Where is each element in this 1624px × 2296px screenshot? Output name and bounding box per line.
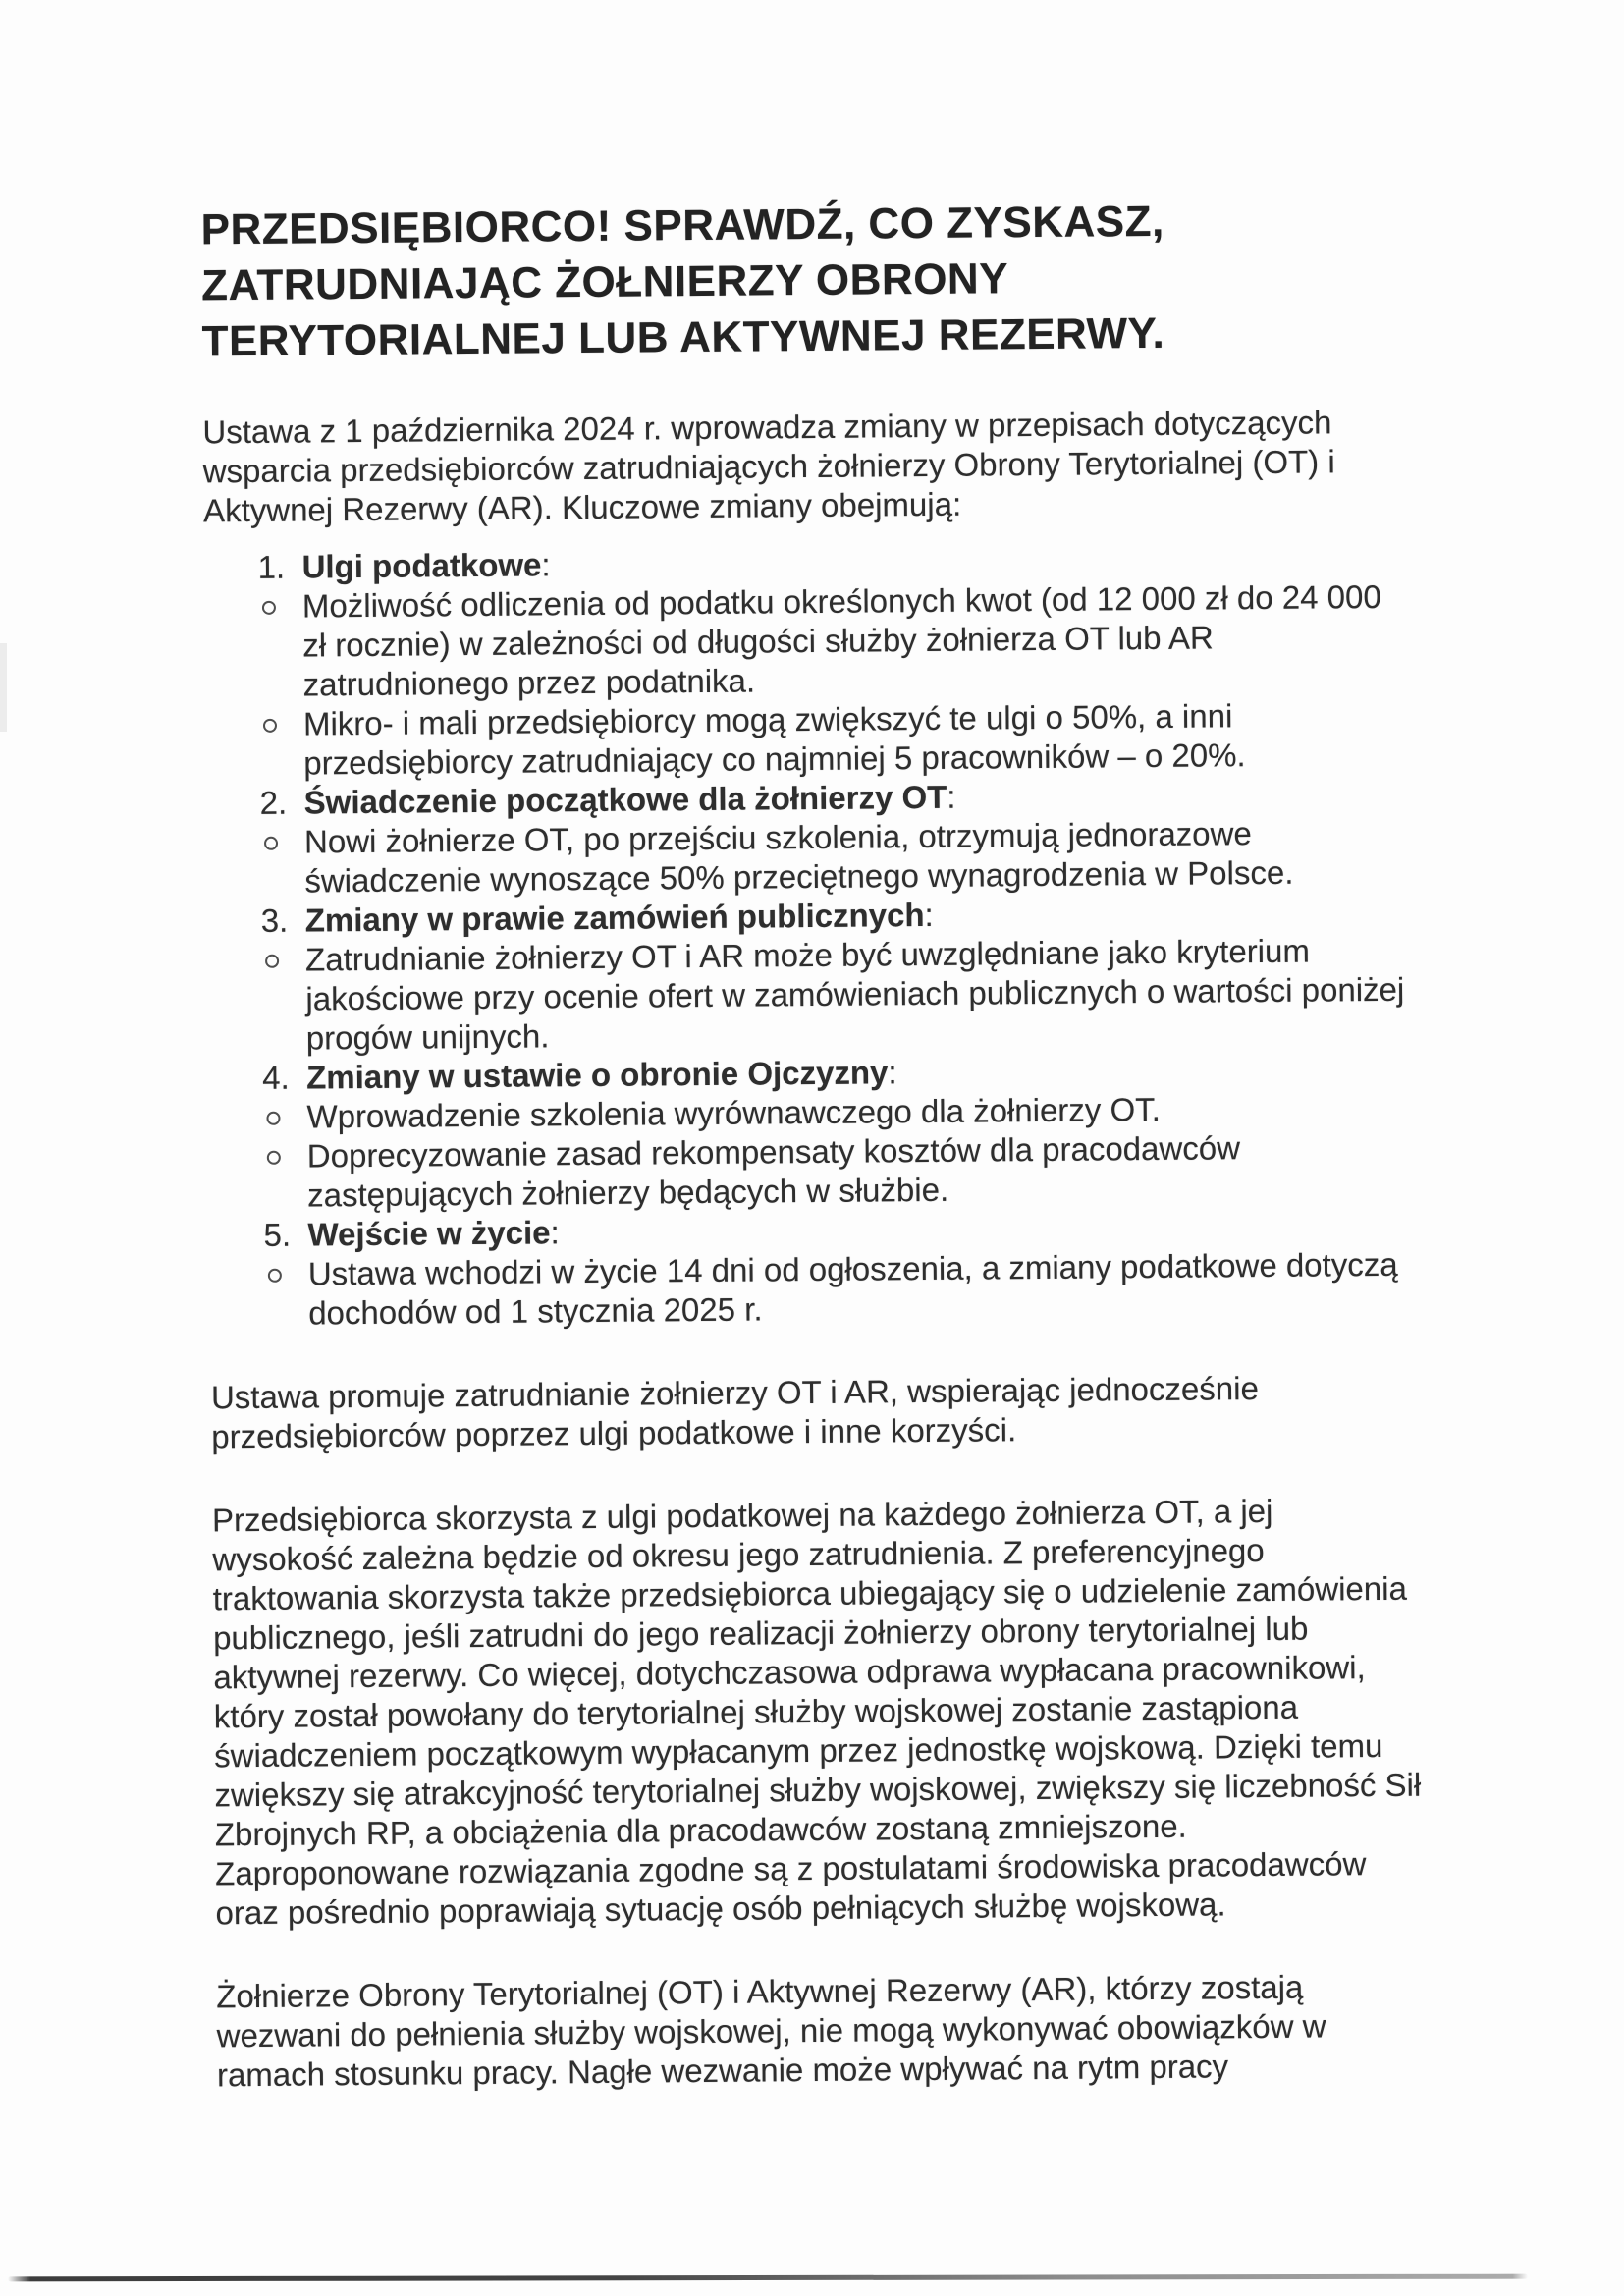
list-number: 4. <box>261 1059 290 1096</box>
circle-bullet-icon <box>266 1112 280 1125</box>
list-item-colon: : <box>541 546 551 583</box>
list-item-heading-text: Ulgi podatkowe <box>301 546 542 585</box>
circle-bullet-icon <box>267 1151 281 1165</box>
circle-bullet-icon <box>263 719 277 733</box>
title-line-1: PRZEDSIĘBIORCO! SPRAWDŹ, CO ZYSKASZ, <box>200 196 1164 254</box>
list-item-heading <box>307 1213 560 1254</box>
list-bullet <box>258 577 1413 705</box>
bullet-cell <box>264 1254 308 1282</box>
document-title <box>200 191 1409 370</box>
key-changes-list <box>203 538 1418 1335</box>
list-item-colon: : <box>888 1054 897 1091</box>
bullet-cell <box>260 823 304 850</box>
list-bullet-text: Zatrudnianie żołnierzy OT i AR może być uwzględniane jako kryterium jakościowe przy ocenie ofert w zamówieniach publicznych o wartości poniżej progów unijnych. <box>304 932 1405 1057</box>
list-bullet-text: Mikro- i mali przedsiębiorcy mogą zwiększyć te ulgi o 50%, a inni przedsiębiorcy zatrudniający co najmniej 5 pracowników – o 20%. <box>302 697 1246 782</box>
bullet-cell <box>263 1137 307 1165</box>
list-bullet-text: Możliwość odliczenia od podatku określonych kwot (od 12 000 zł do 24 000 zł rocznie) w zależności od długości służby żołnierza OT lub AR zatrudnionego przez podatnika. <box>301 577 1381 703</box>
list-number: 1. <box>257 548 286 585</box>
intro-paragraph: Ustawa z 1 października 2024 r. wprowadza zmiany w przepisach dotyczących wsparcia przedsiębiorców zatrudniających żołnierzy Obrony Terytorialnej (OT) i Aktywnej Rezerwy (AR). Kluczowe zmiany obejmują: <box>202 404 1335 529</box>
bullet-cell <box>259 705 303 733</box>
body-paragraph-1: Ustawa promuje zatrudnianie żołnierzy OT i AR, wspierając jednocześnie przedsiębiorców poprzez ulgi podatkowe i inne korzyści. <box>210 1370 1259 1455</box>
list-bullet-text: Wprowadzenie szkolenia wyrównawczego dla żołnierzy OT. <box>306 1090 1161 1135</box>
list-bullet <box>264 1245 1419 1334</box>
circle-bullet-icon <box>264 837 278 850</box>
list-item-heading-text: Wejście w życie <box>307 1214 551 1253</box>
bullet-cell <box>262 1098 306 1125</box>
circle-bullet-icon <box>262 601 276 615</box>
list-bullet-text: Doprecyzowanie zasad rekompensaty kosztów dla pracodawców zastępujących żołnierzy będących w służbie. <box>306 1129 1241 1214</box>
list-item-heading-text: Zmiany w ustawie o obronie Ojczyzny <box>305 1054 889 1096</box>
list-item-colon: : <box>947 778 956 815</box>
scan-artifact-left-edge <box>0 643 7 732</box>
title-line-2: ZATRUDNIAJĄC ŻOŁNIERZY OBRONY <box>200 254 1009 310</box>
list-item-heading <box>301 545 550 586</box>
list-item-heading-text: Zmiany w prawie zamówień publicznych <box>304 897 925 939</box>
bullet-cell <box>261 941 305 968</box>
list-number: 2. <box>259 784 288 821</box>
list-bullet-text: Ustawa wchodzi w życie 14 dni od ogłoszenia, a zmiany podatkowe dotyczą dochodów od 1 stycznia 2025 r. <box>307 1245 1398 1332</box>
list-item-heading <box>304 778 956 823</box>
list-bullet <box>261 931 1416 1059</box>
list-number: 3. <box>260 902 289 939</box>
list-bullet <box>263 1127 1418 1216</box>
body-paragraph-2: Przedsiębiorca skorzysta z ulgi podatkowej na każdego żołnierza OT, a jej wysokość zależna będzie od okresu jego zatrudnienia. Z preferencyjnego traktowania skorzysta także przedsiębiorca ubiegający się o udzielenie zamówienia publicznego, jeśli zatrudni do jego realizacji żołnierzy obrony terytorialnej lub aktywnej rezerwy. Co więcej, dotychczasowa odprawa wypłacana pracownikowi, który został powołany do terytorialnej służby wojskowej zostanie zastąpiona świadczeniem początkowym wypłacanym przez jednostkę wojskową. Dzięki temu zwiększy się atrakcyjność terytorialnej służby wojskowej, zwiększy się liczebność Sił Zbrojnych RP, a obciążenia dla pracodawców zostaną zmniejszone. Zaproponowane rozwiązania zgodne są z postulatami środowiska pracodawców oraz pośrednio poprawiają sytuację osób pełniących służbę wojskową. <box>211 1492 1422 1932</box>
list-item-colon: : <box>550 1214 560 1251</box>
list-bullet <box>259 695 1414 784</box>
list-item-heading <box>306 1053 897 1097</box>
list-item-heading <box>305 896 934 941</box>
bullet-cell <box>258 587 302 615</box>
list-bullet <box>260 813 1415 902</box>
title-line-3: TERYTORIALNEJ LUB AKTYWNEJ REZERWY. <box>201 308 1165 366</box>
list-item-colon: : <box>924 896 934 934</box>
list-number: 5. <box>263 1216 292 1253</box>
body-paragraph-3: Żołnierze Obrony Terytorialnej (OT) i Aktywnej Rezerwy (AR), którzy zostają wezwani do pełnienia służby wojskowej, nie mogą wykonywać obowiązków w ramach stosunku pracy. Nagłe wezwanie może wpływać na rytm pracy <box>216 1968 1326 2094</box>
scan-artifact-bottom-line <box>8 2274 1528 2282</box>
circle-bullet-icon <box>268 1269 282 1283</box>
circle-bullet-icon <box>265 955 279 968</box>
list-item-heading-text: Świadczenie początkowe dla żołnierzy OT <box>303 778 947 821</box>
list-bullet-text: Nowi żołnierze OT, po przejściu szkolenia, otrzymują jednorazowe świadczenie wynoszące 50% przeciętnego wynagrodzenia w Polsce. <box>303 815 1294 900</box>
